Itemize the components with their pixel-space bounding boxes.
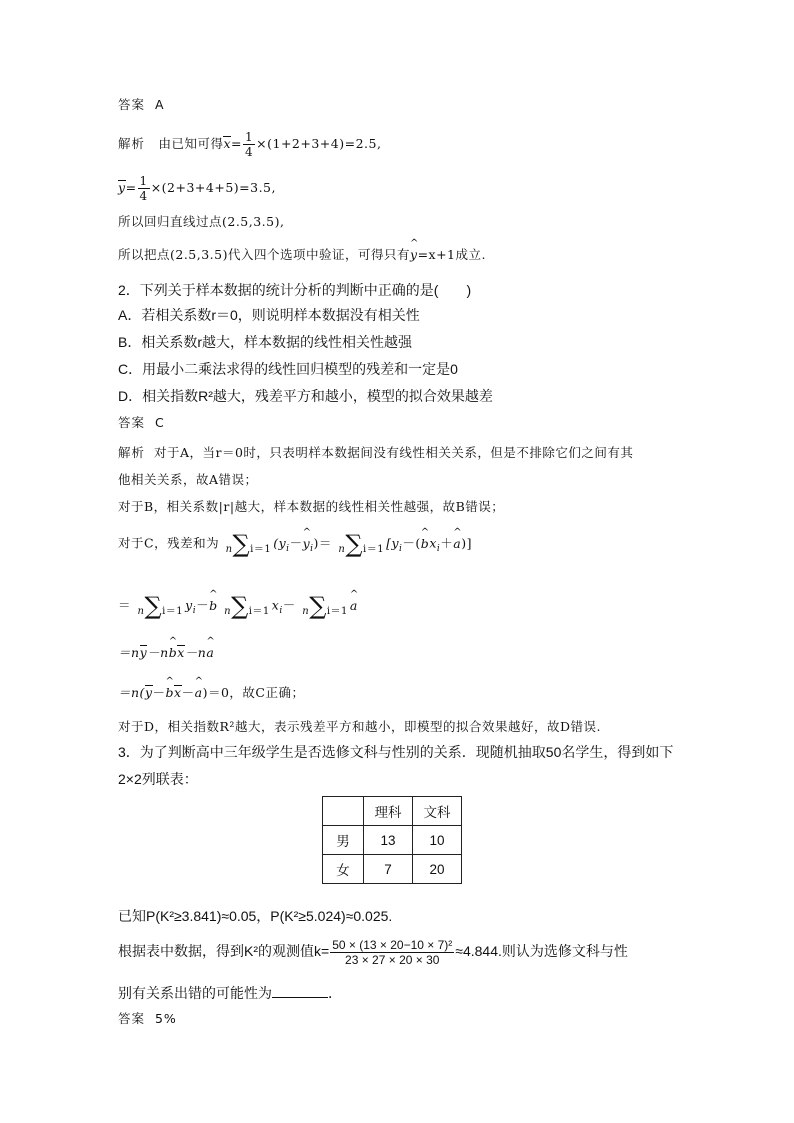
analysis-2-line-2: 他相关关系，故A错误； bbox=[118, 472, 258, 487]
summation-symbol-2: n∑i＝1 bbox=[338, 530, 385, 558]
answer-blank bbox=[272, 985, 328, 998]
analysis-2-line-zero: ＝n(y－^ bx－^ a)＝0，故C正确； bbox=[118, 684, 304, 702]
question-3-known: 已知P(K²≥3.841)≈0.05，P(K²≥5.024)≈0.025. bbox=[118, 908, 393, 924]
analysis-line-2: y= $\frac{1}{4}$ ×(2+3+4+5)=3.5, bbox=[118, 174, 276, 203]
table-cell: 10 bbox=[413, 826, 462, 855]
table-cell: 女 bbox=[323, 855, 364, 884]
question-2-stem: 2．下列关于样本数据的统计分析的判断中正确的是( ) bbox=[118, 282, 472, 298]
question-3-last: 别有关系出错的可能性为 ． bbox=[118, 985, 342, 1001]
analysis-2-sum-line-2: ＝ n∑i＝1 $y_i-\^{}$ b n∑i＝1 $x_i-$ n∑i＝1^ a bbox=[118, 594, 358, 620]
table-row bbox=[323, 797, 462, 826]
table-cell: 男 bbox=[323, 826, 364, 855]
fraction-quarter-2: $\frac{1}{4}$ bbox=[139, 174, 148, 203]
table-cell: 7 bbox=[364, 855, 413, 884]
question-3-calc: 根据表中数据，得到K²的观测值k= $\frac{\text{50 × (13 × 20−10 × 7)²}}{23 \times 27 \times 20 \times 30}$ ≈4.844.则认为选修文科与性 bbox=[118, 938, 628, 967]
table-cell bbox=[323, 797, 364, 826]
analysis-2-line-1: 解析 对于A，当r＝0时，只表明样本数据间没有线性相关关系，但是不排除它们之间有其 bbox=[118, 445, 634, 460]
table-cell: 13 bbox=[364, 826, 413, 855]
summation-symbol-3: n∑i＝1 bbox=[137, 592, 184, 620]
analysis-line-3: 所以回归直线过点(2.5,3.5), bbox=[118, 214, 285, 229]
analysis-line-4: 所以把点(2.5,3.5)代入四个选项中验证，可得只有^ y=x+1成立. bbox=[118, 246, 486, 264]
question-2-option-b: B．相关系数r越大，样本数据的线性相关性越强 bbox=[118, 334, 412, 350]
analysis-2-line-mean: ＝ny－n^ bx－n^ a bbox=[118, 644, 214, 662]
analysis-2-sum-line: 对于C，残差和为 n∑i＝1 ($y_i-\^{}$ $y_i)= n\sum i=1$ [$y_i-(\^{}$ $bx_i+\^{}$ a)] bbox=[118, 532, 472, 558]
table-cell: 理科 bbox=[364, 797, 413, 826]
summation-symbol: n∑i＝1 bbox=[225, 530, 272, 558]
table-row bbox=[323, 826, 462, 855]
question-3-stem-1: 3．为了判断高中三年级学生是否选修文科与性别的关系．现随机抽取50名学生，得到如下 bbox=[118, 744, 674, 760]
k-fraction: $\frac{\text{50 × (13 × 20−10 × 7)²}}{23 \times 27 \times 20 \times 30}$ bbox=[332, 938, 453, 967]
table-cell: 20 bbox=[413, 855, 462, 884]
answer-line-2: 答案 C bbox=[118, 415, 165, 430]
answer-line-1: 答案 A bbox=[118, 97, 165, 112]
analysis-2-line-d: 对于D，相关指数R²越大，表示残差平方和越小，即模型的拟合效果越好，故D错误. bbox=[118, 719, 601, 734]
table-row bbox=[323, 855, 462, 884]
summation-symbol-4: n∑i＝1 bbox=[224, 592, 270, 620]
question-3-stem-2: 2×2列联表： bbox=[118, 771, 198, 787]
analysis-line-1: 解析 由已知可得x= $\frac{1}{4}$ ×(1+2+3+4)=2.5, bbox=[118, 130, 382, 159]
contingency-table bbox=[322, 796, 462, 884]
answer-line-3: 答案 5% bbox=[118, 1011, 177, 1026]
question-2-option-c: C．用最小二乘法求得的线性回归模型的残差和一定是0 bbox=[118, 361, 458, 377]
analysis-2-line-3: 对于B，相关系数|r|越大，样本数据的线性相关性越强，故B错误； bbox=[118, 499, 505, 514]
fraction-quarter: $\frac{1}{4}$ bbox=[245, 130, 254, 159]
question-2-option-d: D．相关指数R²越大，残差平方和越小，模型的拟合效果越差 bbox=[118, 388, 493, 404]
question-2-option-a: A．若相关系数r＝0，则说明样本数据没有相关性 bbox=[118, 307, 420, 323]
summation-symbol-5: n∑i＝1 bbox=[302, 592, 348, 620]
table-cell: 文科 bbox=[413, 797, 462, 826]
